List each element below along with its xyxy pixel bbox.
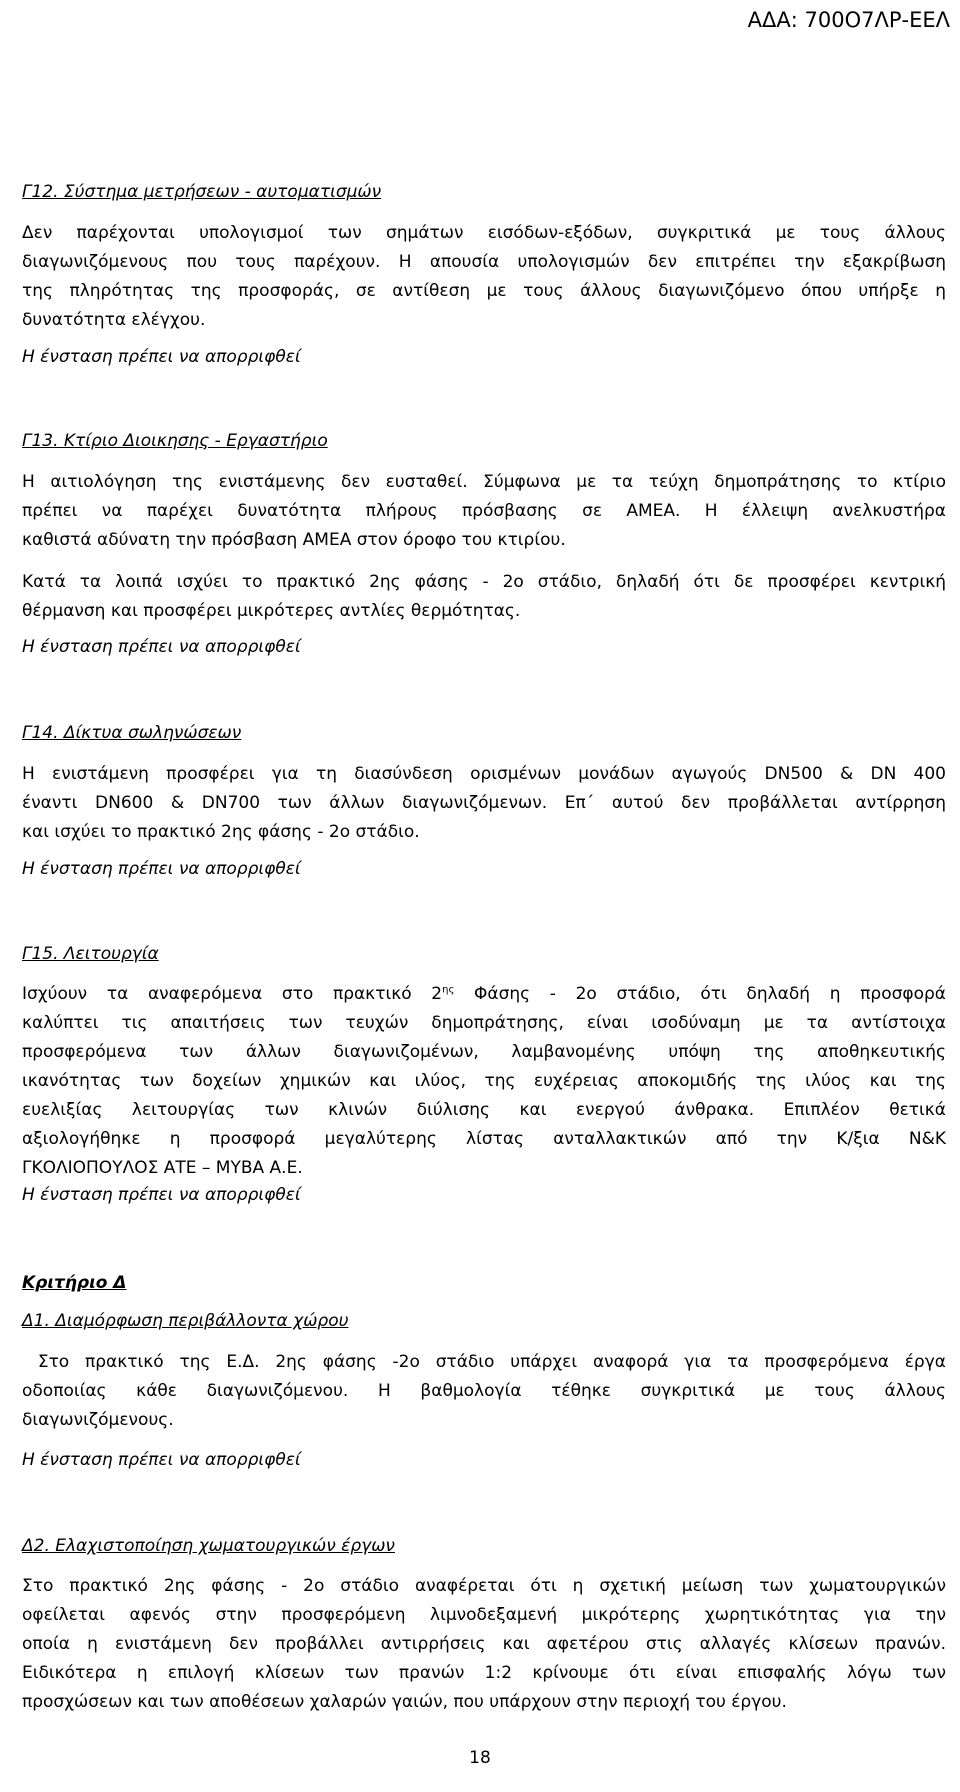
text-line: και ισχύει το πρακτικό 2ης φάσης - 2ο στάδιο. [22,822,420,842]
verdict-g13: Η ένσταση πρέπει να απορριφθεί [22,637,301,657]
text-line: Στο πρακτικό της Ε.Δ. 2ης φάσης -2ο στάδιο υπάρχει αναφορά για τα προσφερόμενα έργα [22,1352,946,1372]
paragraph-g14 [22,760,946,847]
text-line: οδοποιίας κάθε διαγωνιζόμενου. Η βαθμολογία τέθηκε συγκριτικά με τους άλλους [22,1381,946,1401]
verdict-g14: Η ένσταση πρέπει να απορριφθεί [22,859,301,879]
text-line: ευελιξίας λειτουργίας των κλινών διύλισης και ενεργού άνθρακα. Επιπλέον θετικά [22,1100,946,1120]
paragraph-g12 [22,219,946,335]
text-line: διαγωνιζόμενους που τους παρέχουν. Η απουσία υπολογισμών δεν επιτρέπει την εξακρίβωση [22,252,946,272]
text-line: Η αιτιολόγηση της ενιστάμενης δεν ευσταθεί. Σύμφωνα με τα τεύχη δημοπράτησης το κτίριο [22,472,946,492]
verdict-d1: Η ένσταση πρέπει να απορριφθεί [22,1450,301,1470]
text-line [22,980,946,1009]
text-fragment: Ισχύουν τα αναφερόμενα στο πρακτικό 2 [22,984,443,1004]
text-line: Ειδικότερα η επιλογή κλίσεων των πρανών 1:2 κρίνουμε ότι είναι επισφαλής λόγω των [22,1663,946,1683]
text-line: Η ενιστάμενη προσφέρει για τη διασύνδεση ορισμένων μονάδων αγωγούς DN500 & DN 400 [22,764,946,784]
text-line: Κατά τα λοιπά ισχύει το πρακτικό 2ης φάσης - 2ο στάδιο, δηλαδή ότι δε προσφέρει κεντρική [22,572,946,592]
text-line: καθιστά αδύνατη την πρόσβαση ΑΜΕΑ στον όροφο του κτιρίου. [22,530,566,550]
superscript: ης [442,984,455,996]
section-heading-g14: Γ14. Δίκτυα σωληνώσεων [22,723,242,743]
text-line: οφείλεται αφενός στην προσφερόμενη λιμνοδεξαμενή μικρότερης χωρητικότητας για την [22,1605,946,1625]
criterion-heading: Κριτήριο Δ [22,1273,127,1293]
section-heading-g13: Γ13. Κτίριο Διοικησης - Εργαστήριο [22,431,328,451]
text-line: Δεν παρέχονται υπολογισμοί των σημάτων εισόδων-εξόδων, συγκριτικά με τους άλλους [22,223,946,243]
text-line: έναντι DN600 & DN700 των άλλων διαγωνιζόμενων. Επ΄ αυτού δεν προβάλλεται αντίρρηση [22,793,946,813]
text-line: δυνατότητα ελέγχου. [22,310,206,330]
text-line: διαγωνιζόμενους. [22,1410,174,1430]
text-line: αξιολογήθηκε η προσφορά μεγαλύτερης λίστας ανταλλακτικών από την Κ/ξια Ν&Κ [22,1129,946,1149]
text-line: ικανότητας των δοχείων χημικών και ιλύος, της ευχέρειας αποκομιδής της ιλύος και της [22,1071,946,1091]
verdict-g12: Η ένσταση πρέπει να απορριφθεί [22,347,301,367]
text-fragment: Φάσης - 2ο στάδιο, ότι δηλαδή η προσφορά [454,984,946,1004]
page-number: 18 [469,1748,491,1768]
paragraph-g13-a [22,468,946,555]
paragraph-g15 [22,980,946,1183]
section-heading-g12: Γ12. Σύστημα μετρήσεων - αυτοματισμών [22,182,382,202]
section-heading-g15: Γ15. Λειτουργία [22,944,159,964]
section-heading-d1: Δ1. Διαμόρφωση περιβάλλοντα χώρου [22,1311,349,1331]
paragraph-g13-b [22,568,946,626]
text-line: θέρμανση και προσφέρει μικρότερες αντλίες θερμότητας. [22,601,521,621]
text-line: Στο πρακτικό 2ης φάσης - 2ο στάδιο αναφέρεται ότι η σχετική μείωση των χωματουργικών [22,1576,946,1596]
text-line: ΓΚΟΛΙΟΠΟΥΛΟΣ ΑΤΕ – ΜΥΒΑ Α.Ε. [22,1158,303,1178]
section-heading-d2: Δ2. Ελαχιστοποίηση χωματουργικών έργων [22,1536,395,1556]
text-line: προσχώσεων και των αποθέσεων χαλαρών γαιών, που υπάρχουν στην περιοχή του έργου. [22,1692,787,1712]
text-line: καλύπτει τις απαιτήσεις των τευχών δημοπράτησης, είναι ισοδύναμη με τα αντίστοιχα [22,1013,946,1033]
ada-header: ΑΔΑ: 700Ο7ΛΡ-ΕΕΛ [747,8,950,32]
text-line: της πληρότητας της προσφοράς, σε αντίθεση με τους άλλους διαγωνιζόμενο όπου υπήρξε η [22,281,946,301]
verdict-g15: Η ένσταση πρέπει να απορριφθεί [22,1185,301,1205]
text-line: πρέπει να παρέχει δυνατότητα πλήρους πρόσβασης σε ΑΜΕΑ. Η έλλειψη ανελκυστήρα [22,501,946,521]
text-line: προσφερόμενα των άλλων διαγωνιζομένων, λαμβανομένης υπόψη της αποθηκευτικής [22,1042,946,1062]
text-line: οποία η ενιστάμενη δεν προβάλλει αντιρρήσεις και αφετέρου στις αλλαγές κλίσεων πρανών. [22,1634,946,1654]
paragraph-d1 [22,1348,946,1435]
paragraph-d2 [22,1572,946,1717]
